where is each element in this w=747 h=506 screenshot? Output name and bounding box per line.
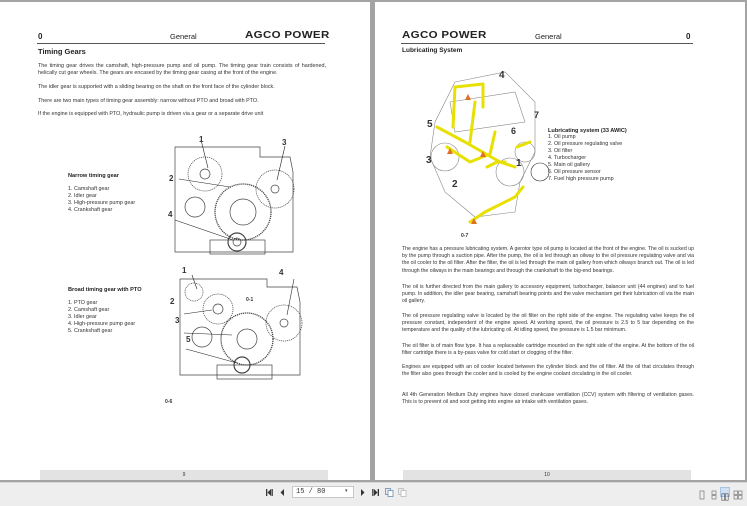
lubricating-system-diagram (425, 62, 550, 232)
list-item: 1. Camshaft gear (68, 186, 110, 192)
list-item: 6. Oil pressure sensor (548, 169, 601, 175)
list-item: 2. Idler gear (68, 193, 97, 199)
single-page-view-button[interactable] (697, 487, 707, 497)
next-page-button[interactable] (359, 487, 366, 497)
callout-3: 3 (426, 155, 432, 166)
callout-6: 6 (511, 126, 517, 136)
paragraph: There are two main types of timing gear assembly: narrow without PTO and broad with PTO. (38, 98, 259, 104)
list-item: 4. High-pressure pump gear (68, 321, 136, 327)
callout-2: 2 (170, 297, 175, 306)
paragraph: If the engine is equipped with PTO, hydraulic pump is driven via a gear or a separate drive unit (38, 111, 264, 117)
section-name: General (535, 32, 562, 41)
list-item: 5. Main oil gallery (548, 162, 590, 168)
list-item: 1. Oil pump (548, 134, 576, 140)
section-name: General (170, 32, 197, 41)
inner-figure-label: 0-1 (246, 297, 254, 303)
continuous-page-icon (709, 490, 719, 500)
callout-5: 5 (427, 119, 433, 130)
callout-4: 4 (279, 268, 284, 277)
prev-page-icon (280, 489, 285, 496)
paste-icon (398, 488, 407, 497)
list-item: 7. Fuel high pressure pump (548, 176, 614, 182)
paragraph: The oil is further directed from the main gallery to accessory equipment, turbocharger, balancer unit (44 engines) and to fuel pump. In addition, the idler gear bearing, camshaft bearing points and the valve mechanism get their lubrication oil via the main oil gallery. (402, 284, 694, 305)
two-page-view-button[interactable] (720, 487, 730, 497)
last-page-button[interactable] (370, 487, 379, 497)
broad-timing-gear-diagram (172, 267, 307, 382)
single-page-icon (697, 490, 707, 500)
section-title: Timing Gears (38, 47, 86, 56)
callout-1: 1 (516, 158, 522, 169)
two-page-continuous-icon (733, 490, 743, 500)
list-item: 3. Idler gear (68, 314, 97, 320)
list-item: 4. Crankshaft gear (68, 207, 113, 213)
callout-1: 1 (199, 135, 204, 144)
paragraph: The idler gear is supported with a sliding bearing on the shaft on the front face of the cylinder block. (38, 84, 275, 90)
paste-page-button[interactable] (397, 487, 407, 497)
right-page (375, 2, 745, 480)
paragraph: The timing gear drives the camshaft, high-pressure pump and oil pump. The timing gear train consists of hardened, helically cut gear wheels. The gears are encased by the timing gear casing at the front of the engine. (38, 63, 326, 77)
page-number-input[interactable]: 15 / 80 (292, 486, 354, 498)
prev-page-button[interactable] (279, 487, 286, 497)
legend-title: Lubricating system (33 AWIC) (548, 128, 627, 134)
list-item: 3. High-pressure pump gear (68, 200, 136, 206)
header-rule (37, 43, 325, 44)
callout-2: 2 (169, 174, 174, 183)
figure-label: 0-7 (461, 233, 469, 239)
callout-2: 2 (452, 179, 458, 190)
list-item: 2. Camshaft gear (68, 307, 110, 313)
page-dropdown-arrow[interactable]: ▾ (345, 488, 348, 494)
first-page-icon (266, 489, 274, 496)
next-page-icon (360, 489, 365, 496)
left-page (0, 2, 370, 480)
callout-1: 1 (182, 266, 187, 275)
narrow-caption-title: Narrow timing gear (68, 173, 119, 179)
two-page-continuous-view-button[interactable] (733, 487, 743, 497)
chapter-number: 0 (686, 32, 691, 41)
list-item: 2. Oil pressure regulating valve (548, 141, 623, 147)
callout-4: 4 (168, 210, 173, 219)
figure-label: 0-6 (165, 399, 173, 405)
paragraph: The oil filter is of main flow type. It has a replaceable cartridge mounted on the right side of the engine. At the bottom of the oil filter cartridge there is a by-pass valve for cold start or clogging of the filter. (402, 343, 694, 357)
legend-list (548, 134, 622, 183)
callout-7: 7 (534, 110, 540, 120)
callout-5: 5 (186, 335, 191, 344)
copy-icon (385, 488, 394, 497)
first-page-button[interactable] (265, 487, 274, 497)
paragraph: The oil pressure regulating valve is located by the oil filter on the right side of the engine. The regulating valve keeps the oil pressure constant, independent of the engine speed. At working speed, the oil pressure is 2.5 to 5 bar depending on the temperature and the quality of the lubricating oil. At idling speed, the pressure is 1.5 bar minimum. (402, 313, 694, 334)
broad-caption-title: Broad timing gear with PTO (68, 287, 142, 293)
callout-3: 3 (282, 138, 287, 147)
broad-parts-list (68, 300, 135, 335)
chapter-number: 0 (38, 32, 43, 41)
narrow-timing-gear-diagram (165, 132, 300, 257)
paragraph: All 4th Generation Medium Duty engines have closed crankcase ventilation (CCV) system with filtering of ventilation gases. This is to prevent oil and soot getting into engine air intake with ventilation gases. (402, 392, 694, 406)
navigation-toolbar (0, 482, 747, 500)
continuous-view-button[interactable] (709, 487, 719, 497)
page-number: 9 (40, 470, 328, 480)
header-rule (401, 43, 693, 44)
page-number: 10 (403, 470, 691, 480)
paragraph: Engines are equipped with an oil cooler located between the cylinder block and the oil filter. All the oil that circulates through the filter also goes through the cooler and is cooled by the engine coolant circulating in the oil cooler. (402, 364, 694, 378)
paragraph: The engine has a pressure lubricating system. A gerotor type oil pump is located at the front of the engine. The oil is sucked up by the pump through a suction pipe. After the pump, the oil is led through an oilway to the oil pressure regulating valve and via the oil cooler to the oil filter. After the filter, the oil is led through the main oil gallery from which oilways branch out. The oil is led through the oilways in the main bearings and through the crankshaft to the big-end bearings. (402, 246, 694, 274)
brand-logo: AGCO POWER (402, 30, 487, 41)
last-page-icon (371, 489, 379, 496)
list-item: 1. PTO gear (68, 300, 98, 306)
brand-logo: AGCO POWER (245, 30, 330, 41)
narrow-parts-list (68, 186, 135, 214)
section-title: Lubricating System (402, 47, 463, 54)
callout-4: 4 (499, 70, 505, 81)
list-item: 5. Crankshaft gear (68, 328, 113, 334)
copy-page-button[interactable] (384, 487, 394, 497)
list-item: 4. Turbocharger (548, 155, 587, 161)
list-item: 3. Oil filter (548, 148, 573, 154)
callout-3: 3 (175, 316, 180, 325)
